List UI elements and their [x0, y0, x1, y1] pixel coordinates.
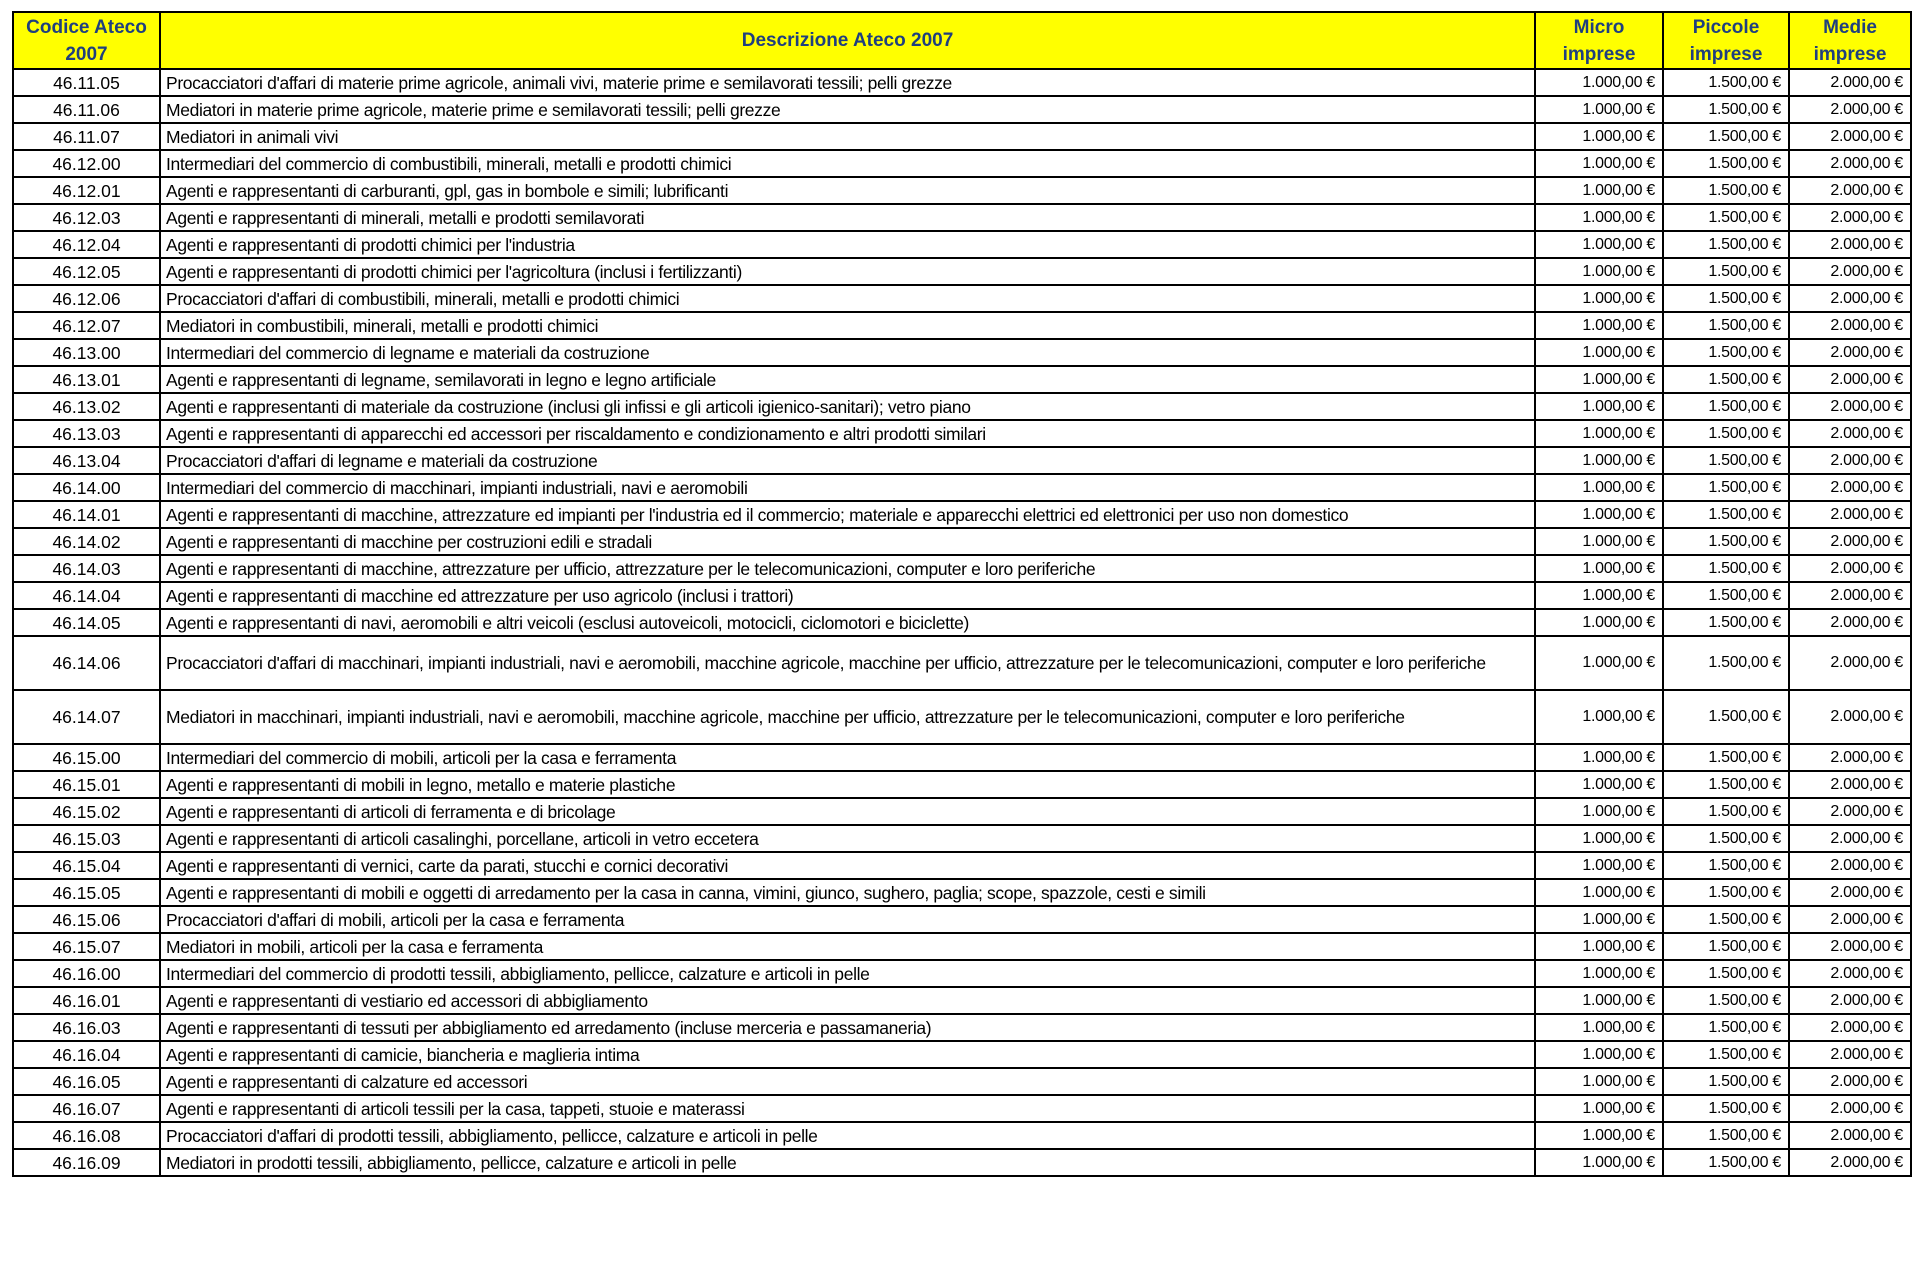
- small-amount-cell: 1.500,00 €: [1663, 690, 1789, 744]
- code-cell: 46.14.07: [13, 690, 160, 744]
- code-cell: 46.14.05: [13, 609, 160, 636]
- description-cell: Procacciatori d'affari di combustibili, minerali, metalli e prodotti chimici: [160, 285, 1535, 312]
- table-row: [13, 231, 1911, 258]
- header-code: [13, 12, 160, 69]
- micro-amount-cell: 1.000,00 €: [1535, 312, 1663, 339]
- medium-amount-cell: 2.000,00 €: [1789, 879, 1911, 906]
- table-row: [13, 366, 1911, 393]
- micro-amount-cell: 1.000,00 €: [1535, 690, 1663, 744]
- table-row: [13, 933, 1911, 960]
- micro-amount-cell: 1.000,00 €: [1535, 1122, 1663, 1149]
- table-body: [13, 69, 1911, 1176]
- header-medium-line2: imprese: [1813, 43, 1887, 65]
- header-medium-line1: Medie: [1823, 16, 1877, 38]
- code-cell: 46.15.04: [13, 852, 160, 879]
- small-amount-cell: 1.500,00 €: [1663, 339, 1789, 366]
- medium-amount-cell: 2.000,00 €: [1789, 1122, 1911, 1149]
- table-row: [13, 1041, 1911, 1068]
- description-cell: Procacciatori d'affari di legname e materiali da costruzione: [160, 447, 1535, 474]
- code-cell: 46.14.06: [13, 636, 160, 690]
- table-row: [13, 1149, 1911, 1176]
- micro-amount-cell: 1.000,00 €: [1535, 366, 1663, 393]
- description-cell: Agenti e rappresentanti di calzature ed accessori: [160, 1068, 1535, 1095]
- header-micro: [1535, 12, 1663, 69]
- medium-amount-cell: 2.000,00 €: [1789, 1095, 1911, 1122]
- micro-amount-cell: 1.000,00 €: [1535, 852, 1663, 879]
- description-cell: Agenti e rappresentanti di minerali, metalli e prodotti semilavorati: [160, 204, 1535, 231]
- code-cell: 46.11.06: [13, 96, 160, 123]
- description-cell: Agenti e rappresentanti di macchine, attrezzature per ufficio, attrezzature per le telecomunicazioni, computer e loro periferiche: [160, 555, 1535, 582]
- medium-amount-cell: 2.000,00 €: [1789, 474, 1911, 501]
- code-cell: 46.15.03: [13, 825, 160, 852]
- medium-amount-cell: 2.000,00 €: [1789, 420, 1911, 447]
- description-cell: Mediatori in materie prime agricole, materie prime e semilavorati tessili; pelli grezze: [160, 96, 1535, 123]
- medium-amount-cell: 2.000,00 €: [1789, 1068, 1911, 1095]
- table-row: [13, 177, 1911, 204]
- medium-amount-cell: 2.000,00 €: [1789, 177, 1911, 204]
- small-amount-cell: 1.500,00 €: [1663, 1149, 1789, 1176]
- description-cell: Mediatori in mobili, articoli per la casa e ferramenta: [160, 933, 1535, 960]
- table-row: [13, 636, 1911, 690]
- small-amount-cell: 1.500,00 €: [1663, 501, 1789, 528]
- micro-amount-cell: 1.000,00 €: [1535, 285, 1663, 312]
- header-micro-line1: Micro: [1573, 16, 1625, 38]
- small-amount-cell: 1.500,00 €: [1663, 852, 1789, 879]
- description-cell: Procacciatori d'affari di mobili, articoli per la casa e ferramenta: [160, 906, 1535, 933]
- medium-amount-cell: 2.000,00 €: [1789, 636, 1911, 690]
- small-amount-cell: 1.500,00 €: [1663, 933, 1789, 960]
- micro-amount-cell: 1.000,00 €: [1535, 69, 1663, 96]
- code-cell: 46.16.05: [13, 1068, 160, 1095]
- description-cell: Agenti e rappresentanti di macchine, attrezzature ed impianti per l'industria ed il commercio; materiale e apparecchi elettrici ed elettronici per uso non domestico: [160, 501, 1535, 528]
- small-amount-cell: 1.500,00 €: [1663, 906, 1789, 933]
- small-amount-cell: 1.500,00 €: [1663, 744, 1789, 771]
- small-amount-cell: 1.500,00 €: [1663, 555, 1789, 582]
- micro-amount-cell: 1.000,00 €: [1535, 258, 1663, 285]
- code-cell: 46.13.04: [13, 447, 160, 474]
- small-amount-cell: 1.500,00 €: [1663, 1041, 1789, 1068]
- medium-amount-cell: 2.000,00 €: [1789, 258, 1911, 285]
- micro-amount-cell: 1.000,00 €: [1535, 501, 1663, 528]
- description-cell: Mediatori in animali vivi: [160, 123, 1535, 150]
- ateco-table: [12, 11, 1912, 1177]
- small-amount-cell: 1.500,00 €: [1663, 825, 1789, 852]
- table-row: [13, 69, 1911, 96]
- small-amount-cell: 1.500,00 €: [1663, 1095, 1789, 1122]
- code-cell: 46.12.05: [13, 258, 160, 285]
- small-amount-cell: 1.500,00 €: [1663, 447, 1789, 474]
- header-medium: [1789, 12, 1911, 69]
- description-cell: Mediatori in prodotti tessili, abbigliamento, pellicce, calzature e articoli in pelle: [160, 1149, 1535, 1176]
- description-cell: Agenti e rappresentanti di articoli di ferramenta e di bricolage: [160, 798, 1535, 825]
- medium-amount-cell: 2.000,00 €: [1789, 744, 1911, 771]
- small-amount-cell: 1.500,00 €: [1663, 204, 1789, 231]
- medium-amount-cell: 2.000,00 €: [1789, 231, 1911, 258]
- medium-amount-cell: 2.000,00 €: [1789, 852, 1911, 879]
- table-row: [13, 1122, 1911, 1149]
- table-row: [13, 798, 1911, 825]
- code-cell: 46.13.02: [13, 393, 160, 420]
- medium-amount-cell: 2.000,00 €: [1789, 150, 1911, 177]
- small-amount-cell: 1.500,00 €: [1663, 1068, 1789, 1095]
- medium-amount-cell: 2.000,00 €: [1789, 96, 1911, 123]
- small-amount-cell: 1.500,00 €: [1663, 123, 1789, 150]
- medium-amount-cell: 2.000,00 €: [1789, 285, 1911, 312]
- code-cell: 46.14.03: [13, 555, 160, 582]
- code-cell: 46.11.07: [13, 123, 160, 150]
- code-cell: 46.12.03: [13, 204, 160, 231]
- table-row: [13, 258, 1911, 285]
- medium-amount-cell: 2.000,00 €: [1789, 960, 1911, 987]
- description-cell: Agenti e rappresentanti di carburanti, gpl, gas in bombole e simili; lubrificanti: [160, 177, 1535, 204]
- description-cell: Agenti e rappresentanti di mobili in legno, metallo e materie plastiche: [160, 771, 1535, 798]
- code-cell: 46.12.04: [13, 231, 160, 258]
- table-row: [13, 825, 1911, 852]
- description-cell: Agenti e rappresentanti di macchine ed attrezzature per uso agricolo (inclusi i trattori): [160, 582, 1535, 609]
- code-cell: 46.15.07: [13, 933, 160, 960]
- micro-amount-cell: 1.000,00 €: [1535, 393, 1663, 420]
- table-row: [13, 690, 1911, 744]
- description-cell: Intermediari del commercio di legname e materiali da costruzione: [160, 339, 1535, 366]
- table-row: [13, 879, 1911, 906]
- medium-amount-cell: 2.000,00 €: [1789, 1149, 1911, 1176]
- small-amount-cell: 1.500,00 €: [1663, 312, 1789, 339]
- small-amount-cell: 1.500,00 €: [1663, 1014, 1789, 1041]
- table-row: [13, 609, 1911, 636]
- description-cell: Agenti e rappresentanti di prodotti chimici per l'industria: [160, 231, 1535, 258]
- header-small-line1: Piccole: [1692, 16, 1760, 38]
- small-amount-cell: 1.500,00 €: [1663, 258, 1789, 285]
- medium-amount-cell: 2.000,00 €: [1789, 501, 1911, 528]
- header-micro-line2: imprese: [1562, 43, 1636, 65]
- description-cell: Agenti e rappresentanti di tessuti per abbigliamento ed arredamento (incluse merceria e passamaneria): [160, 1014, 1535, 1041]
- description-cell: Agenti e rappresentanti di mobili e oggetti di arredamento per la casa in canna, vimini, giunco, sughero, paglia; scope, spazzole, cesti e simili: [160, 879, 1535, 906]
- code-cell: 46.12.01: [13, 177, 160, 204]
- description-cell: Procacciatori d'affari di prodotti tessili, abbigliamento, pellicce, calzature e articoli in pelle: [160, 1122, 1535, 1149]
- code-cell: 46.15.01: [13, 771, 160, 798]
- header-row: [13, 12, 1911, 69]
- small-amount-cell: 1.500,00 €: [1663, 987, 1789, 1014]
- micro-amount-cell: 1.000,00 €: [1535, 906, 1663, 933]
- description-cell: Agenti e rappresentanti di prodotti chimici per l'agricoltura (inclusi i fertilizzanti): [160, 258, 1535, 285]
- medium-amount-cell: 2.000,00 €: [1789, 609, 1911, 636]
- small-amount-cell: 1.500,00 €: [1663, 177, 1789, 204]
- micro-amount-cell: 1.000,00 €: [1535, 744, 1663, 771]
- code-cell: 46.16.09: [13, 1149, 160, 1176]
- code-cell: 46.16.03: [13, 1014, 160, 1041]
- small-amount-cell: 1.500,00 €: [1663, 771, 1789, 798]
- description-cell: Agenti e rappresentanti di macchine per costruzioni edili e stradali: [160, 528, 1535, 555]
- micro-amount-cell: 1.000,00 €: [1535, 123, 1663, 150]
- description-cell: Agenti e rappresentanti di materiale da costruzione (inclusi gli infissi e gli articoli igienico-sanitari); vetro piano: [160, 393, 1535, 420]
- micro-amount-cell: 1.000,00 €: [1535, 1149, 1663, 1176]
- table-row: [13, 393, 1911, 420]
- code-cell: 46.16.00: [13, 960, 160, 987]
- table-row: [13, 528, 1911, 555]
- micro-amount-cell: 1.000,00 €: [1535, 1041, 1663, 1068]
- description-cell: Mediatori in macchinari, impianti industriali, navi e aeromobili, macchine agricole, macchine per ufficio, attrezzature per le telecomunicazioni, computer e loro periferiche: [160, 690, 1535, 744]
- micro-amount-cell: 1.000,00 €: [1535, 474, 1663, 501]
- code-cell: 46.12.06: [13, 285, 160, 312]
- micro-amount-cell: 1.000,00 €: [1535, 987, 1663, 1014]
- header-small-line2: imprese: [1689, 43, 1763, 65]
- table-row: [13, 960, 1911, 987]
- micro-amount-cell: 1.000,00 €: [1535, 528, 1663, 555]
- medium-amount-cell: 2.000,00 €: [1789, 123, 1911, 150]
- small-amount-cell: 1.500,00 €: [1663, 474, 1789, 501]
- medium-amount-cell: 2.000,00 €: [1789, 825, 1911, 852]
- description-cell: Intermediari del commercio di combustibili, minerali, metalli e prodotti chimici: [160, 150, 1535, 177]
- description-cell: Agenti e rappresentanti di articoli tessili per la casa, tappeti, stuoie e materassi: [160, 1095, 1535, 1122]
- medium-amount-cell: 2.000,00 €: [1789, 1041, 1911, 1068]
- medium-amount-cell: 2.000,00 €: [1789, 582, 1911, 609]
- medium-amount-cell: 2.000,00 €: [1789, 690, 1911, 744]
- header-code-line2: 2007: [65, 43, 108, 65]
- description-cell: Agenti e rappresentanti di vestiario ed accessori di abbigliamento: [160, 987, 1535, 1014]
- table-header: [13, 12, 1911, 69]
- description-cell: Procacciatori d'affari di macchinari, impianti industriali, navi e aeromobili, macchine agricole, macchine per ufficio, attrezzature per le telecomunicazioni, computer e loro periferiche: [160, 636, 1535, 690]
- micro-amount-cell: 1.000,00 €: [1535, 636, 1663, 690]
- table-row: [13, 150, 1911, 177]
- small-amount-cell: 1.500,00 €: [1663, 420, 1789, 447]
- table-row: [13, 1014, 1911, 1041]
- table-row: [13, 987, 1911, 1014]
- table-row: [13, 582, 1911, 609]
- micro-amount-cell: 1.000,00 €: [1535, 420, 1663, 447]
- description-cell: Agenti e rappresentanti di camicie, biancheria e maglieria intima: [160, 1041, 1535, 1068]
- medium-amount-cell: 2.000,00 €: [1789, 987, 1911, 1014]
- medium-amount-cell: 2.000,00 €: [1789, 798, 1911, 825]
- small-amount-cell: 1.500,00 €: [1663, 150, 1789, 177]
- micro-amount-cell: 1.000,00 €: [1535, 447, 1663, 474]
- micro-amount-cell: 1.000,00 €: [1535, 1014, 1663, 1041]
- micro-amount-cell: 1.000,00 €: [1535, 339, 1663, 366]
- medium-amount-cell: 2.000,00 €: [1789, 555, 1911, 582]
- medium-amount-cell: 2.000,00 €: [1789, 339, 1911, 366]
- code-cell: 46.13.01: [13, 366, 160, 393]
- table-row: [13, 420, 1911, 447]
- medium-amount-cell: 2.000,00 €: [1789, 393, 1911, 420]
- medium-amount-cell: 2.000,00 €: [1789, 1014, 1911, 1041]
- small-amount-cell: 1.500,00 €: [1663, 231, 1789, 258]
- small-amount-cell: 1.500,00 €: [1663, 285, 1789, 312]
- small-amount-cell: 1.500,00 €: [1663, 636, 1789, 690]
- small-amount-cell: 1.500,00 €: [1663, 1122, 1789, 1149]
- small-amount-cell: 1.500,00 €: [1663, 69, 1789, 96]
- code-cell: 46.12.00: [13, 150, 160, 177]
- header-code-line1: Codice Ateco: [26, 16, 147, 38]
- code-cell: 46.13.03: [13, 420, 160, 447]
- code-cell: 46.16.08: [13, 1122, 160, 1149]
- table-row: [13, 285, 1911, 312]
- table-row: [13, 447, 1911, 474]
- header-description: Descrizione Ateco 2007: [160, 12, 1535, 69]
- micro-amount-cell: 1.000,00 €: [1535, 933, 1663, 960]
- micro-amount-cell: 1.000,00 €: [1535, 1068, 1663, 1095]
- description-cell: Agenti e rappresentanti di legname, semilavorati in legno e legno artificiale: [160, 366, 1535, 393]
- micro-amount-cell: 1.000,00 €: [1535, 879, 1663, 906]
- description-cell: Agenti e rappresentanti di apparecchi ed accessori per riscaldamento e condizionamento e altri prodotti similari: [160, 420, 1535, 447]
- table-row: [13, 96, 1911, 123]
- medium-amount-cell: 2.000,00 €: [1789, 366, 1911, 393]
- small-amount-cell: 1.500,00 €: [1663, 528, 1789, 555]
- code-cell: 46.12.07: [13, 312, 160, 339]
- micro-amount-cell: 1.000,00 €: [1535, 177, 1663, 204]
- micro-amount-cell: 1.000,00 €: [1535, 582, 1663, 609]
- description-cell: Intermediari del commercio di macchinari, impianti industriali, navi e aeromobili: [160, 474, 1535, 501]
- micro-amount-cell: 1.000,00 €: [1535, 798, 1663, 825]
- description-cell: Intermediari del commercio di prodotti tessili, abbigliamento, pellicce, calzature e articoli in pelle: [160, 960, 1535, 987]
- micro-amount-cell: 1.000,00 €: [1535, 555, 1663, 582]
- description-cell: Agenti e rappresentanti di articoli casalinghi, porcellane, articoli in vetro eccetera: [160, 825, 1535, 852]
- small-amount-cell: 1.500,00 €: [1663, 96, 1789, 123]
- description-cell: Intermediari del commercio di mobili, articoli per la casa e ferramenta: [160, 744, 1535, 771]
- micro-amount-cell: 1.000,00 €: [1535, 150, 1663, 177]
- code-cell: 46.15.02: [13, 798, 160, 825]
- medium-amount-cell: 2.000,00 €: [1789, 447, 1911, 474]
- table-row: [13, 771, 1911, 798]
- table-row: [13, 555, 1911, 582]
- medium-amount-cell: 2.000,00 €: [1789, 528, 1911, 555]
- medium-amount-cell: 2.000,00 €: [1789, 312, 1911, 339]
- table-row: [13, 852, 1911, 879]
- small-amount-cell: 1.500,00 €: [1663, 798, 1789, 825]
- small-amount-cell: 1.500,00 €: [1663, 609, 1789, 636]
- code-cell: 46.16.01: [13, 987, 160, 1014]
- table-row: [13, 1095, 1911, 1122]
- medium-amount-cell: 2.000,00 €: [1789, 906, 1911, 933]
- medium-amount-cell: 2.000,00 €: [1789, 933, 1911, 960]
- micro-amount-cell: 1.000,00 €: [1535, 96, 1663, 123]
- header-small: [1663, 12, 1789, 69]
- code-cell: 46.14.00: [13, 474, 160, 501]
- description-cell: Procacciatori d'affari di materie prime agricole, animali vivi, materie prime e semilavorati tessili; pelli grezze: [160, 69, 1535, 96]
- micro-amount-cell: 1.000,00 €: [1535, 1095, 1663, 1122]
- table-row: [13, 312, 1911, 339]
- code-cell: 46.15.05: [13, 879, 160, 906]
- code-cell: 46.14.01: [13, 501, 160, 528]
- small-amount-cell: 1.500,00 €: [1663, 960, 1789, 987]
- table-row: [13, 1068, 1911, 1095]
- code-cell: 46.13.00: [13, 339, 160, 366]
- small-amount-cell: 1.500,00 €: [1663, 879, 1789, 906]
- code-cell: 46.14.04: [13, 582, 160, 609]
- micro-amount-cell: 1.000,00 €: [1535, 771, 1663, 798]
- micro-amount-cell: 1.000,00 €: [1535, 231, 1663, 258]
- table-row: [13, 339, 1911, 366]
- table-row: [13, 906, 1911, 933]
- small-amount-cell: 1.500,00 €: [1663, 393, 1789, 420]
- description-cell: Mediatori in combustibili, minerali, metalli e prodotti chimici: [160, 312, 1535, 339]
- table-row: [13, 204, 1911, 231]
- micro-amount-cell: 1.000,00 €: [1535, 204, 1663, 231]
- code-cell: 46.16.04: [13, 1041, 160, 1068]
- code-cell: 46.11.05: [13, 69, 160, 96]
- medium-amount-cell: 2.000,00 €: [1789, 771, 1911, 798]
- description-cell: Agenti e rappresentanti di vernici, carte da parati, stucchi e cornici decorativi: [160, 852, 1535, 879]
- table-row: [13, 123, 1911, 150]
- description-cell: Agenti e rappresentanti di navi, aeromobili e altri veicoli (esclusi autoveicoli, motocicli, ciclomotori e biciclette): [160, 609, 1535, 636]
- medium-amount-cell: 2.000,00 €: [1789, 204, 1911, 231]
- code-cell: 46.15.06: [13, 906, 160, 933]
- code-cell: 46.16.07: [13, 1095, 160, 1122]
- code-cell: 46.15.00: [13, 744, 160, 771]
- micro-amount-cell: 1.000,00 €: [1535, 960, 1663, 987]
- micro-amount-cell: 1.000,00 €: [1535, 825, 1663, 852]
- small-amount-cell: 1.500,00 €: [1663, 582, 1789, 609]
- table-row: [13, 474, 1911, 501]
- micro-amount-cell: 1.000,00 €: [1535, 609, 1663, 636]
- small-amount-cell: 1.500,00 €: [1663, 366, 1789, 393]
- code-cell: 46.14.02: [13, 528, 160, 555]
- medium-amount-cell: 2.000,00 €: [1789, 69, 1911, 96]
- table-row: [13, 744, 1911, 771]
- table-row: [13, 501, 1911, 528]
